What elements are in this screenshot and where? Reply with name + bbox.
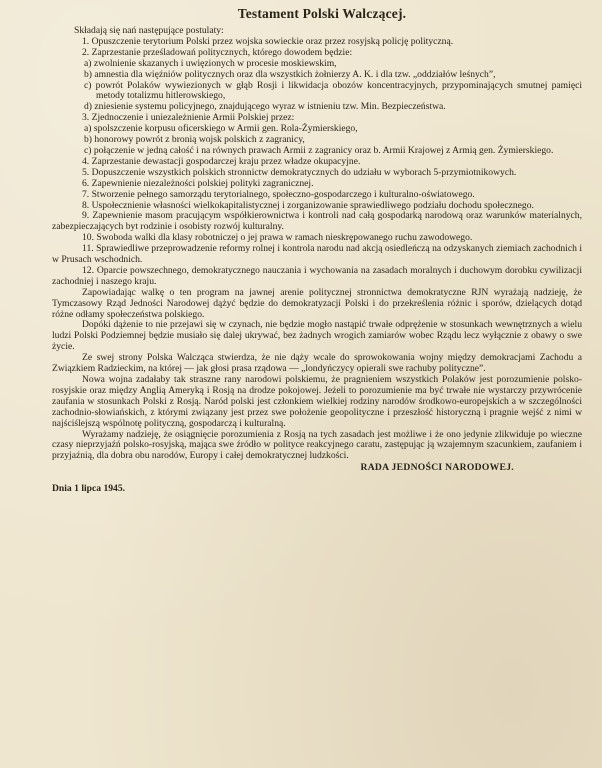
postulate-item: 3. Zjednoczenie i uniezależnienie Armii Polskiej przez: xyxy=(82,112,295,124)
postulate-item: 4. Zaprzestanie dewastacji gospodarczej kraju przez władze okupacyjne. xyxy=(82,155,361,167)
postulate-item: 2. Zaprzestanie prześladowań politycznych, którego dowodem będzie: xyxy=(82,46,353,58)
signature-row xyxy=(52,462,582,473)
postulates-list xyxy=(52,37,582,288)
body-paragraph: Zapowiadając walkę o ten program na jawnej arenie politycznej stronnictwa demokratyczne RJN wyrażają nadzieję, że Tymczasowy Rząd Jedności Narodowej dążyć będzie do demokratyzacji Polski i do przekreślenia różnic i sporów, dzielących dotąd różne odłamy społeczeństwa polskiego. xyxy=(52,286,582,320)
postulate-subitem: a) zwolnienie skazanych i uwięzionych w procesie moskiewskim, xyxy=(84,57,337,69)
postulate-item: 11. Sprawiedliwe przeprowadzenie reformy rolnej i kontrola narodu nad akcją osiedleńczą na odzyskanych ziemiach zachodnich i w Prusach wschodnich. xyxy=(52,243,582,266)
postulate-subitem: a) spolszczenie korpusu oficerskiego w Armii gen. Rola-Żymierskiego, xyxy=(84,123,358,135)
body-paragraph: Ze swej strony Polska Walcząca stwierdza, że nie dąży wcale do sprowokowania wojny między demokracjami Zachodu a Związkiem Radzieckim, na której — jak głosi prasa rządowa — „londyńczycy opierali swe rachuby polityczne”. xyxy=(52,352,582,375)
signature: RADA JEDNOŚCI NARODOWEJ. xyxy=(360,462,514,474)
postulate-item: 5. Dopuszczenie wszystkich polskich stronnictw demokratycznych do udziału w wyborach 5-przymiotnikowych. xyxy=(82,166,517,178)
body-paragraph: Nowa wojna zadałaby tak straszne rany narodowi polskiemu, że pragnieniem wszystkich Polaków jest porozumienie polsko-rosyjskie oraz między Anglią Ameryką i Rosją na drodze pokojowej. Jeżeli to porozumienie ma być trwałe nie wystarczy przywrócenie zaufania w stosunkach Polski z Rosją. Naród polski jest członkiem wielkiej rodziny narodów środkowo-europejskich a w szczególności zachodnio-słowiańskich, z którymi związany jest przez swe położenie geopolityczne i przeszłość historyczną i pragnie wejść z nimi w najściślejszą wspólnotę polityczną, gospodarczą i kulturalną. xyxy=(52,374,582,429)
postulate-subitem: c) powrót Polaków wywiezionych w głąb Rosji i likwidacja obozów koncentracyjnych, przypominających smutnej pamięci metody totalizmu hitlerowskiego, xyxy=(84,79,582,102)
postulate-item: 1. Opuszczenie terytorium Polski przez wojska sowieckie oraz przez rosyjską policję polityczną. xyxy=(82,35,454,47)
postulate-subitem: c) połączenie w jedną całość i na równych prawach Armii z zagranicy oraz b. Armii Krajowej z Armią gen. Żymierskiego. xyxy=(84,144,554,156)
postulate-item: 10. Swoboda walki dla klasy robotniczej o jej prawa w ramach nieskrępowanego ruchu zawodowego. xyxy=(82,232,473,244)
postulate-subitem: b) amnestia dla więźniów politycznych oraz dla wszystkich żołnierzy A. K. i dla tzw. „oddziałów leśnych”, xyxy=(84,68,496,80)
document-date: Dnia 1 lipca 1945. xyxy=(52,483,126,495)
postulate-item: 7. Stworzenie pełnego samorządu terytorialnego, społeczno-gospodarczego i kulturalno-oświatowego. xyxy=(82,188,475,200)
postulate-item: 9. Zapewnienie masom pracującym współkierownictwa i kontroli nad całą gospodarką narodową oraz warunków materialnych, zabezpieczających byt rodzinie i osobisty rozwój kulturalny. xyxy=(52,210,582,233)
document-title: Testament Polski Walczącej. xyxy=(237,6,407,21)
postulate-subitem: b) honorowy powrót z bronią wojsk polskich z zagranicy, xyxy=(84,134,305,146)
postulate-subitem: d) zniesienie systemu policyjnego, znajdującego wyraz w istnieniu tzw. Min. Bezpieczeństwa. xyxy=(84,101,446,113)
body-paragraph: Wyrażamy nadzieję, że osiągnięcie porozumienia z Rosją na tych zasadach jest możliwe i że ono jedynie zlikwiduje po wieczne czasy nieprzyjaźń polsko-rosyjską, mająca swe źródło w polityce reakcyjnego caratu, zastępując ją wzajemnym szacunkiem, zaufaniem i przyjaźnią, dla dobra obu narodów, Europy i całej demokratycznej ludzkości. xyxy=(52,428,582,462)
postulate-item: 12. Oparcie powszechnego, demokratycznego nauczania i wychowania na zasadach moralnych i duchowym dorobku cywilizacji zachodniej i naszego kraju. xyxy=(52,264,582,287)
body-paragraphs xyxy=(52,288,582,463)
intro-line: Składają się nań następujące postulaty: xyxy=(74,25,224,36)
body-paragraph: Dopóki dążenie to nie przejawi się w czynach, nie będzie mogło nastąpić trwałe odprężenie w stosunkach wewnętrznych a wielu ludzi Polski Podziemnej będzie musiało się dalej ukrywać, bez żadnych wrogich zamiarów wobec Rządu lecz wyłącznie z obawy o swe życie. xyxy=(52,319,582,353)
postulate-item: 8. Uspołecznienie własności wielkokapitalistycznej i zorganizowanie sprawiedliwego podziału dochodu społecznego. xyxy=(82,199,534,211)
postulate-item: 6. Zapewnienie niezależności polskiej polityki zagranicznej. xyxy=(82,177,314,189)
